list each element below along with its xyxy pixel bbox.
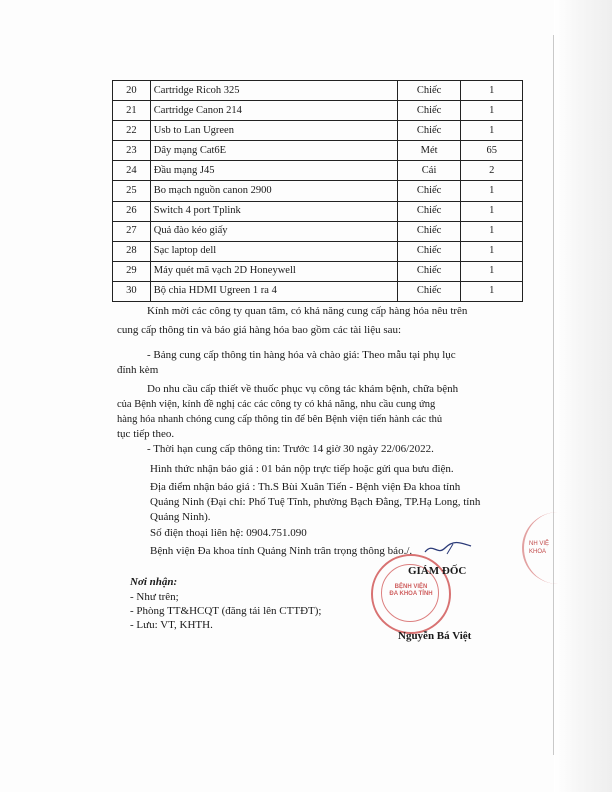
row-number: 23 bbox=[113, 141, 151, 161]
item-quantity: 1 bbox=[461, 181, 523, 201]
row-number: 30 bbox=[113, 281, 151, 301]
table-row bbox=[113, 141, 523, 161]
item-name: Bo mạch nguồn canon 2900 bbox=[150, 181, 397, 201]
location-line-2: Quảng Ninh (Đại chỉ: Phố Tuệ Tĩnh, phường Bạch Đằng, TP.Hạ Long, tỉnh bbox=[150, 496, 481, 508]
table-row bbox=[113, 121, 523, 141]
table-row bbox=[113, 261, 523, 281]
row-number: 27 bbox=[113, 221, 151, 241]
row-number: 28 bbox=[113, 241, 151, 261]
attachment-line-1: - Bảng cung cấp thông tin hàng hóa và chào giá: Theo mẫu tại phụ lục bbox=[147, 349, 456, 361]
need-line-3: hàng hóa nhanh chóng cung cấp thông tin để bên Bệnh viện tiến hành các thủ bbox=[117, 414, 443, 425]
item-name: Quả đào kéo giấy bbox=[150, 221, 397, 241]
method-line: Hình thức nhận báo giá : 01 bản nộp trực tiếp hoặc gửi qua bưu điện. bbox=[150, 463, 454, 475]
need-line-2: của Bệnh viện, kính đề nghị các các công ty có khả năng, nhu cầu cung ứng bbox=[117, 399, 436, 410]
closing-line: Bệnh viện Đa khoa tỉnh Quảng Ninh trân trọng thông báo./. bbox=[150, 545, 413, 557]
item-name: Dây mạng Cat6E bbox=[150, 141, 397, 161]
item-quantity: 1 bbox=[461, 101, 523, 121]
item-unit: Mét bbox=[397, 141, 461, 161]
recipients-title: Nơi nhận: bbox=[130, 576, 178, 588]
stamp-text bbox=[377, 584, 445, 598]
location-line-1: Địa điểm nhận báo giá : Th.S Bùi Xuân Tiến - Bệnh viện Đa khoa tỉnh bbox=[150, 481, 461, 493]
invite-line-2: cung cấp thông tin và báo giá hàng hóa bao gồm các tài liệu sau: bbox=[117, 324, 402, 336]
phone-line: Số điện thoại liên hệ: 0904.751.090 bbox=[150, 527, 307, 539]
item-name: Cartridge Ricoh 325 bbox=[150, 81, 397, 101]
stamp-text-line-1: BỆNH VIỆN bbox=[394, 584, 428, 590]
row-number: 20 bbox=[113, 81, 151, 101]
item-unit: Chiếc bbox=[397, 81, 461, 101]
row-number: 26 bbox=[113, 201, 151, 221]
item-quantity: 1 bbox=[461, 241, 523, 261]
need-line-1: Do nhu cầu cấp thiết về thuốc phục vụ công tác khám bệnh, chữa bệnh bbox=[147, 383, 459, 395]
item-name: Đầu mạng J45 bbox=[150, 161, 397, 181]
item-unit: Chiếc bbox=[397, 241, 461, 261]
item-name: Máy quét mã vạch 2D Honeywell bbox=[150, 261, 397, 281]
recipient-item: - Phòng TT&HCQT (đăng tải lên CTTĐT); bbox=[130, 605, 322, 617]
invite-line-1: Kính mời các công ty quan tâm, có khả năng cung cấp hàng hóa nêu trên bbox=[147, 305, 468, 317]
row-number: 22 bbox=[113, 121, 151, 141]
item-quantity: 1 bbox=[461, 281, 523, 301]
director-title: GIÁM ĐỐC bbox=[408, 565, 467, 577]
item-unit: Cái bbox=[397, 161, 461, 181]
item-quantity: 65 bbox=[461, 141, 523, 161]
scan-page-edge bbox=[554, 0, 612, 792]
item-quantity: 1 bbox=[461, 201, 523, 221]
table-row bbox=[113, 81, 523, 101]
item-quantity: 1 bbox=[461, 221, 523, 241]
need-line-4: tục tiếp theo. bbox=[117, 428, 175, 440]
item-name: Switch 4 port Tplink bbox=[150, 201, 397, 221]
items-table bbox=[112, 80, 523, 302]
table-row bbox=[113, 161, 523, 181]
row-number: 21 bbox=[113, 101, 151, 121]
item-unit: Chiếc bbox=[397, 101, 461, 121]
recipient-item: - Như trên; bbox=[130, 591, 179, 603]
location-line-3: Quảng Ninh). bbox=[150, 511, 211, 523]
item-unit: Chiếc bbox=[397, 221, 461, 241]
page-border-line bbox=[553, 35, 554, 755]
item-unit: Chiếc bbox=[397, 261, 461, 281]
row-number: 29 bbox=[113, 261, 151, 281]
director-name: Nguyễn Bá Việt bbox=[398, 630, 472, 642]
item-name: Bộ chia HDMI Ugreen 1 ra 4 bbox=[150, 281, 397, 301]
item-unit: Chiếc bbox=[397, 181, 461, 201]
deadline-line: - Thời hạn cung cấp thông tin: Trước 14 giờ 30 ngày 22/06/2022. bbox=[147, 443, 434, 455]
item-name: Sạc laptop dell bbox=[150, 241, 397, 261]
recipient-item: - Lưu: VT, KHTH. bbox=[130, 619, 213, 631]
item-name: Usb to Lan Ugreen bbox=[150, 121, 397, 141]
item-quantity: 1 bbox=[461, 81, 523, 101]
edge-stamp-text: NH VIỆ KHOA bbox=[529, 541, 550, 555]
item-quantity: 1 bbox=[461, 121, 523, 141]
table-row bbox=[113, 101, 523, 121]
row-number: 24 bbox=[113, 161, 151, 181]
row-number: 25 bbox=[113, 181, 151, 201]
item-quantity: 2 bbox=[461, 161, 523, 181]
stamp-text-line-2: ĐA KHOA TỈNH bbox=[389, 591, 433, 597]
item-name: Cartridge Canon 214 bbox=[150, 101, 397, 121]
item-unit: Chiếc bbox=[397, 121, 461, 141]
attachment-line-2: đính kèm bbox=[117, 364, 159, 376]
item-unit: Chiếc bbox=[397, 201, 461, 221]
item-quantity: 1 bbox=[461, 261, 523, 281]
item-unit: Chiếc bbox=[397, 281, 461, 301]
table-row bbox=[113, 221, 523, 241]
table-row bbox=[113, 281, 523, 301]
signature-mark bbox=[423, 538, 473, 560]
table-row bbox=[113, 181, 523, 201]
table-row bbox=[113, 241, 523, 261]
table-row bbox=[113, 201, 523, 221]
